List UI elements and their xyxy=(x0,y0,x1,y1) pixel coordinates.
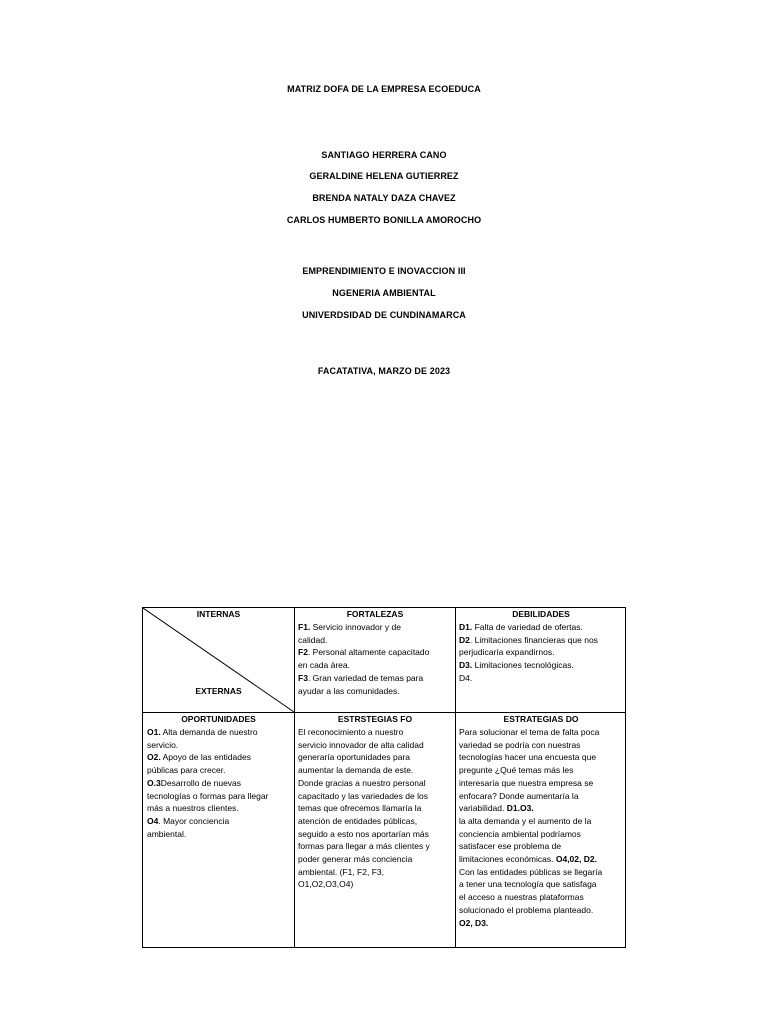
corner-diagonal xyxy=(143,608,295,713)
place-date: FACATATIVA, MARZO DE 2023 xyxy=(317,366,451,376)
externas-label: EXTERNAS xyxy=(195,686,242,696)
dofa-matrix xyxy=(142,607,626,948)
fortaleza-item-text: . Personal altamente capacitado en cada área. xyxy=(298,647,430,671)
author-3: BRENDA NATALY DAZA CHAVEZ xyxy=(312,193,456,203)
oportunidad-item-text: Apoyo de las entidades públicas para crecer. xyxy=(147,752,251,776)
debilidad-item-code: D2 xyxy=(459,634,470,645)
oportunidades-header: OPORTUNIDADES xyxy=(181,714,256,724)
debilidad-item xyxy=(459,659,624,672)
course-name: EMPRENDIMIENTO E INOVACCION III xyxy=(302,266,466,276)
fortaleza-item-text: . Gran variedad de temas para ayudar a las comunidades. xyxy=(298,672,424,696)
debilidad-item-text: Limitaciones tecnológicas. xyxy=(472,660,574,671)
fortalezas-list xyxy=(298,621,453,697)
oportunidad-item-text: Desarrollo de nuevas tecnologías o formas para llegar más a nuestros clientes. xyxy=(147,777,269,814)
strategy-text: Con las entidades públicas se llegaría a tener una tecnología que satisfaga el acceso a nuestras plataformas solucionado el problema planteado. xyxy=(459,866,603,915)
debilidad-item-code: D1. xyxy=(459,622,473,632)
debilidad-item-text: Falta de variedad de ofertas. xyxy=(472,622,583,632)
author-1: SANTIAGO HERRERA CANO xyxy=(321,150,447,160)
internas-label: INTERNAS xyxy=(196,609,241,619)
oportunidades-list xyxy=(147,726,293,840)
debilidad-item xyxy=(459,621,624,634)
strategy-reference: O4,02, D2. xyxy=(555,854,597,865)
document-title: MATRIZ DOFA DE LA EMPRESA ECOEDUCA xyxy=(287,84,481,94)
strategy-text: Para solucionar el tema de falta poca variedad se podría con nuestras tecnologías hacer una encuesta que pregunte ¿Qué temas más les interesaría que nuestra empresa se enfocara? Donde aumentaría la variabilidad. xyxy=(459,727,600,814)
fortaleza-item xyxy=(298,621,453,646)
strategy-reference: O2, D3. xyxy=(459,917,489,928)
oportunidad-item-code: O4 xyxy=(147,815,159,826)
university-name: UNIVERDSIDAD DE CUNDINAMARCA xyxy=(302,310,466,320)
oportunidad-item xyxy=(147,751,293,776)
column-divider-2 xyxy=(455,608,456,947)
strategy-reference: D1.O3. xyxy=(506,803,534,814)
oportunidad-item xyxy=(147,726,293,751)
fortaleza-item xyxy=(298,672,453,697)
debilidades-header: DEBILIDADES xyxy=(512,609,570,619)
fortaleza-item xyxy=(298,646,453,671)
fortaleza-item-code: F3 xyxy=(298,672,308,683)
oportunidad-item-code: O.3 xyxy=(147,777,161,788)
fortalezas-header: FORTALEZAS xyxy=(346,609,404,619)
debilidad-item xyxy=(459,634,624,659)
program-name: NGENERIA AMBIENTAL xyxy=(332,288,436,298)
author-2: GERALDINE HELENA GUTIERREZ xyxy=(309,171,459,181)
oportunidad-item-text: Alta demanda de nuestro servicio. xyxy=(147,727,258,750)
oportunidad-item xyxy=(147,777,293,815)
fortaleza-item-text: Servicio innovador y de calidad. xyxy=(298,622,401,645)
author-4: CARLOS HUMBERTO BONILLA AMOROCHO xyxy=(286,215,482,225)
strategy-text: la alta demanda y el aumento de la conciencia ambiental podríamos satisfacer ese problema de limitaciones económicas. xyxy=(459,815,592,865)
fortaleza-item-code: F2 xyxy=(298,647,308,658)
debilidad-item-text: . Limitaciones financieras que nos perjudicaría expandirnos. xyxy=(459,634,598,658)
debilidad-item xyxy=(459,672,624,685)
debilidad-item-text: D4. xyxy=(459,672,473,683)
debilidades-list xyxy=(459,621,624,685)
oportunidad-item-code: O2. xyxy=(147,752,161,763)
oportunidad-item-text: . Mayor conciencia ambiental. xyxy=(147,815,230,839)
oportunidad-item-code: O1. xyxy=(147,727,161,737)
estrategias-do-header: ESTRATEGIAS DO xyxy=(503,714,579,724)
oportunidad-item xyxy=(147,815,293,840)
estrategias-fo-header: ESTRSTEGIAS FO xyxy=(337,714,413,724)
fortaleza-item-code: F1. xyxy=(298,622,311,632)
estrategias-fo-text: El reconocimiento a nuestro servicio innovador de alta calidad generaría oportunidades para aumentar la demanda de este. Donde gracias a nuestro personal capacitado y las variedades de los temas que ofrecemos llamaría la atención de entidades públicas, seguido a esto nos aportarían más formas para llegar a más clientes y poder generar más conciencia ambiental. (F1, F2, F3, O1,O2,O3,O4) xyxy=(298,727,430,890)
estrategias-do-text xyxy=(459,726,625,929)
debilidad-item-code: D3. xyxy=(459,660,473,671)
